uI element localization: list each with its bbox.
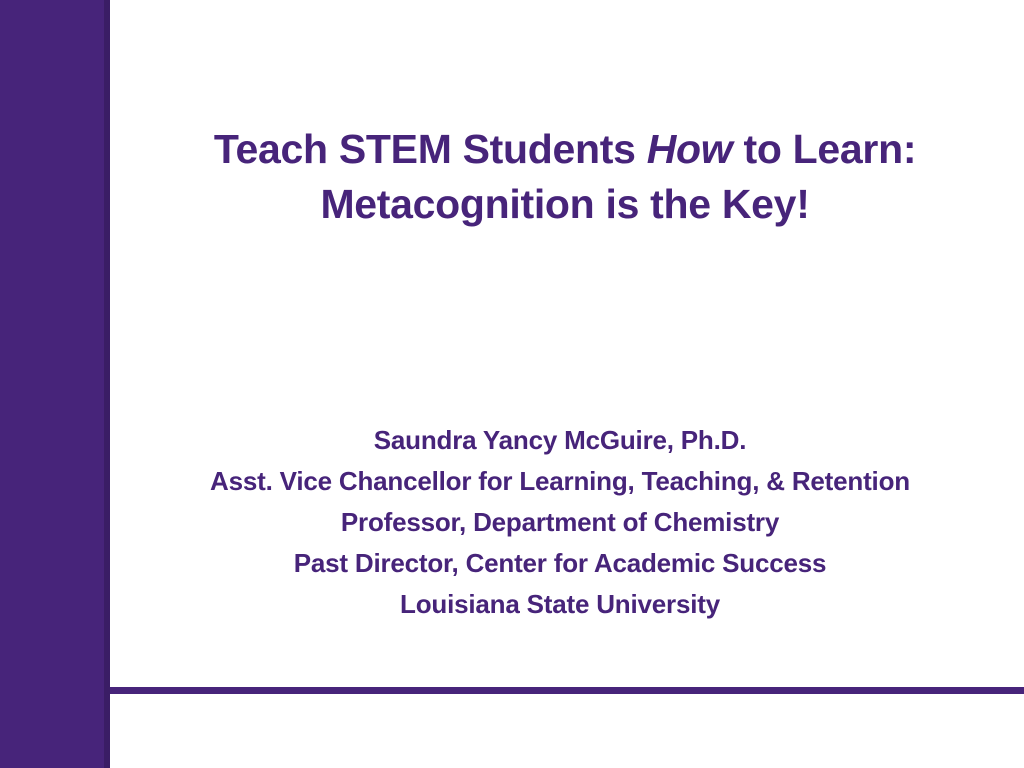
presenter-institution: Louisiana State University: [400, 589, 720, 619]
presenter-name: Saundra Yancy McGuire, Ph.D.: [373, 425, 747, 455]
bottom-divider-line: [110, 687, 1024, 694]
presenter-credits: [130, 420, 990, 625]
title-emphasis: How: [646, 126, 733, 172]
left-accent-bar-edge: [104, 0, 110, 768]
presenter-role-past-director: Past Director, Center for Academic Success: [293, 548, 827, 578]
presenter-role-professor: Professor, Department of Chemistry: [340, 507, 780, 537]
title-line1-end: to Learn:: [732, 126, 917, 172]
left-accent-bar: [0, 0, 110, 768]
slide-title: [150, 122, 980, 232]
title-line2: Metacognition is the Key!: [320, 181, 810, 227]
title-line1-start: Teach STEM Students: [213, 126, 647, 172]
presenter-role-vice-chancellor: Asst. Vice Chancellor for Learning, Teaching, & Retention: [210, 466, 910, 496]
